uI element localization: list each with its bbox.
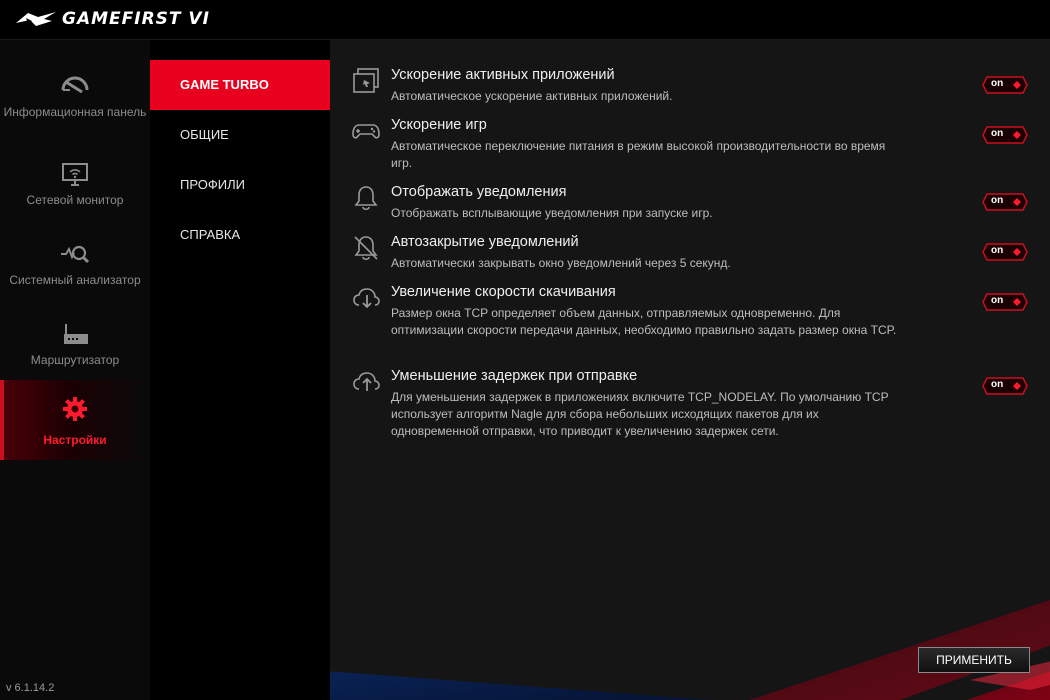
sidebar-item-label: Системный анализатор xyxy=(9,273,141,287)
tab-profiles[interactable]: ПРОФИЛИ xyxy=(180,177,245,192)
setting-title: Ускорение игр xyxy=(391,117,487,133)
setting-description: Для уменьшения задержек в приложениях включите TCP_NODELAY. По умолчанию TCP использует алгоритм Nagle для сбора небольших исходящих пакетов для их одновременной отправки, что приводит к увеличению задержек сети. xyxy=(391,390,889,438)
settings-subnav xyxy=(150,40,330,700)
toggle-label: on xyxy=(991,78,1004,89)
tab-help[interactable]: СПРАВКА xyxy=(180,227,241,242)
system-analyzer-icon xyxy=(60,240,90,270)
settings-panel xyxy=(330,40,1050,700)
rog-eye-icon xyxy=(14,9,58,29)
sidebar-item-system-analyzer[interactable] xyxy=(0,230,150,310)
sidebar-item-dashboard[interactable] xyxy=(0,60,150,140)
dashboard-gauge-icon xyxy=(60,70,90,100)
sidebar-item-settings[interactable] xyxy=(0,380,150,460)
tab-general[interactable]: ОБЩИЕ xyxy=(180,127,229,142)
app-version: v 6.1.14.2 xyxy=(6,682,55,694)
cloud-upload-icon xyxy=(352,368,380,396)
bell-icon xyxy=(352,184,380,212)
toggle-switch[interactable] xyxy=(982,243,1028,261)
sidebar-item-network-monitor[interactable] xyxy=(0,150,150,230)
setting-title: Ускорение активных приложений xyxy=(391,67,615,83)
main-sidebar xyxy=(0,40,150,700)
gamepad-icon xyxy=(352,117,380,145)
setting-description: Автоматическое переключение питания в режим высокой производительности во время игр. xyxy=(391,139,886,170)
setting-description: Отображать всплывающие уведомления при запуске игр. xyxy=(391,206,713,220)
setting-title: Автозакрытие уведомлений xyxy=(391,234,579,250)
setting-title: Отображать уведомления xyxy=(391,184,567,200)
apply-button[interactable]: ПРИМЕНИТЬ xyxy=(918,647,1030,673)
cloud-download-icon xyxy=(352,284,380,312)
setting-title: Увеличение скорости скачивания xyxy=(391,284,616,300)
router-icon xyxy=(60,320,90,350)
toggle-label: on xyxy=(991,295,1004,306)
setting-title: Уменьшение задержек при отправке xyxy=(391,368,638,384)
background-stripes xyxy=(330,520,1050,700)
title-bar xyxy=(0,0,1050,40)
toggle-switch[interactable] xyxy=(982,293,1028,311)
toggle-label: on xyxy=(991,195,1004,206)
toggle-switch[interactable] xyxy=(982,193,1028,211)
network-monitor-icon xyxy=(60,160,90,190)
sidebar-item-label: Сетевой монитор xyxy=(26,193,124,207)
sidebar-item-router[interactable] xyxy=(0,310,150,390)
bell-off-icon xyxy=(352,234,380,262)
setting-description: Автоматическое ускорение активных приложений. xyxy=(391,89,673,103)
toggle-switch[interactable] xyxy=(982,76,1028,94)
settings-gear-icon xyxy=(60,394,90,424)
app-logo xyxy=(14,6,214,32)
toggle-label: on xyxy=(991,245,1004,256)
toggle-switch[interactable] xyxy=(982,126,1028,144)
toggle-switch[interactable] xyxy=(982,377,1028,395)
toggle-label: on xyxy=(991,379,1004,390)
sidebar-item-label: Настройки xyxy=(43,433,107,447)
active-app-window-icon xyxy=(352,67,380,95)
app-title: GAMEFIRST VI xyxy=(62,9,210,29)
sidebar-item-label: Маршрутизатор xyxy=(30,353,120,367)
setting-description: Размер окна TCP определяет объем данных, отправляемых одновременно. Для оптимизации скорости передачи данных, необходимо правильно задать размер окна TCP. xyxy=(391,306,897,337)
sidebar-item-label: Информационная панель xyxy=(3,105,147,119)
toggle-label: on xyxy=(991,128,1004,139)
setting-description: Автоматически закрывать окно уведомлений через 5 секунд. xyxy=(391,256,731,270)
tab-game-turbo[interactable]: GAME TURBO xyxy=(150,60,330,110)
